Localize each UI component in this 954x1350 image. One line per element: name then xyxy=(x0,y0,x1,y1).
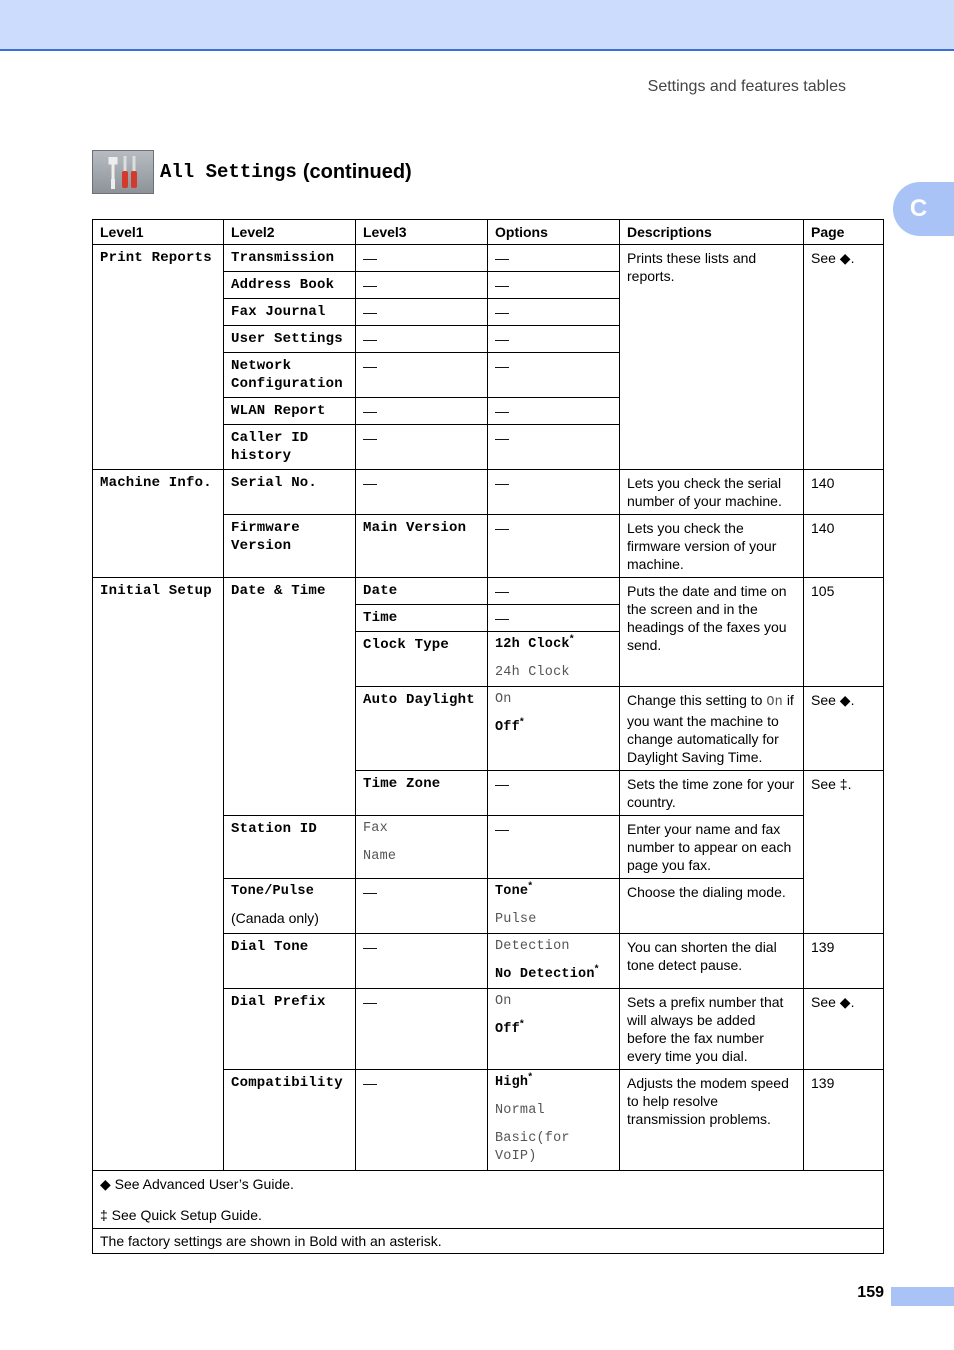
option-label: Off xyxy=(495,1022,520,1037)
page-cell: See ◆. xyxy=(804,687,884,771)
level2-cell: Transmission xyxy=(224,245,356,272)
footnote-row xyxy=(93,1229,884,1254)
option-default xyxy=(495,1018,612,1039)
options-cell xyxy=(488,989,620,1070)
options-cell: — xyxy=(488,272,620,299)
section-heading xyxy=(92,150,412,194)
level3-cell: — xyxy=(356,353,488,398)
level2-cell: Date & Time xyxy=(224,578,356,816)
level3-cell: — xyxy=(356,879,488,934)
level2-cell: Serial No. xyxy=(224,470,356,515)
level3-cell: Time Zone xyxy=(356,771,488,816)
options-cell: — xyxy=(488,771,620,816)
level2-label: Tone/Pulse xyxy=(231,884,315,899)
option-label: High xyxy=(495,1075,529,1090)
page-cell: See ◆. xyxy=(804,989,884,1070)
options-cell xyxy=(488,1070,620,1171)
legend-advanced-guide: ◆ See Advanced User’s Guide. xyxy=(100,1176,294,1192)
description-cell: Enter your name and fax number to appear on each page you fax. xyxy=(620,816,804,879)
options-cell: — xyxy=(488,470,620,515)
description-cell xyxy=(620,687,804,771)
options-cell: — xyxy=(488,353,620,398)
description-cell: Sets a prefix number that will always be added before the fax number every time you dial. xyxy=(620,989,804,1070)
level2-cell: Network Configuration xyxy=(224,353,356,398)
description-cell: Adjusts the modem speed to help resolve transmission problems. xyxy=(620,1070,804,1171)
level1-cell: Print Reports xyxy=(93,245,224,470)
option-default xyxy=(495,1071,612,1092)
option: Pulse xyxy=(495,912,537,927)
col-level3: Level3 xyxy=(356,220,488,245)
option-default xyxy=(495,716,612,737)
legend-quick-setup-guide: ‡ See Quick Setup Guide. xyxy=(100,1207,262,1223)
level3-cell: — xyxy=(356,989,488,1070)
col-level2: Level2 xyxy=(224,220,356,245)
level2-cell: Caller ID history xyxy=(224,425,356,470)
level3-cell xyxy=(356,816,488,879)
option-default xyxy=(495,963,612,984)
level2-cell: User Settings xyxy=(224,326,356,353)
level3-cell: Time xyxy=(356,605,488,632)
option: On xyxy=(495,994,512,1009)
page-marker-bar xyxy=(891,1287,954,1306)
description-text: if you want the machine to change automatically for Daylight Saving Time. xyxy=(627,692,794,765)
col-descriptions: Descriptions xyxy=(620,220,804,245)
description-cell: Prints these lists and reports. xyxy=(620,245,804,470)
level2-note: (Canada only) xyxy=(231,910,319,926)
table-header-row xyxy=(93,220,884,245)
level3-cell: — xyxy=(356,425,488,470)
options-cell: — xyxy=(488,816,620,879)
table-row xyxy=(93,470,884,515)
option: Basic(for VoIP) xyxy=(495,1131,570,1164)
options-cell: — xyxy=(488,515,620,578)
level3-cell: — xyxy=(356,299,488,326)
options-cell: — xyxy=(488,578,620,605)
level3-field: Name xyxy=(363,849,397,864)
col-level1: Level1 xyxy=(93,220,224,245)
level2-cell: WLAN Report xyxy=(224,398,356,425)
option: 24h Clock xyxy=(495,665,570,680)
description-cell: Sets the time zone for your country. xyxy=(620,771,804,816)
options-cell: — xyxy=(488,299,620,326)
description-cell: You can shorten the dial tone detect pause. xyxy=(620,934,804,989)
default-marker: * xyxy=(569,633,574,645)
legend-cell xyxy=(93,1171,884,1229)
page-cell: 140 xyxy=(804,470,884,515)
page-cell: 139 xyxy=(804,1070,884,1171)
default-marker: * xyxy=(528,1071,533,1083)
option-label: No Detection xyxy=(495,967,595,982)
heading-menu-name: All Settings xyxy=(160,161,297,183)
top-banner xyxy=(0,0,954,51)
option: On xyxy=(495,692,512,707)
description-setting: On xyxy=(766,695,783,710)
col-page: Page xyxy=(804,220,884,245)
table-row xyxy=(93,245,884,272)
description-cell: Lets you check the firmware version of your machine. xyxy=(620,515,804,578)
level3-cell: — xyxy=(356,398,488,425)
level3-cell: — xyxy=(356,470,488,515)
level3-cell: Main Version xyxy=(356,515,488,578)
options-cell: — xyxy=(488,245,620,272)
description-cell: Lets you check the serial number of your machine. xyxy=(620,470,804,515)
option: Normal xyxy=(495,1103,545,1118)
level1-cell: Machine Info. xyxy=(93,470,224,578)
option-label: 12h Clock xyxy=(495,637,570,652)
level1-cell: Initial Setup xyxy=(93,578,224,1171)
description-text: Change this setting to xyxy=(627,692,763,708)
level2-cell: Fax Journal xyxy=(224,299,356,326)
level3-cell: Auto Daylight xyxy=(356,687,488,771)
option-default xyxy=(495,633,612,654)
options-cell: — xyxy=(488,326,620,353)
level2-cell: Dial Prefix xyxy=(224,989,356,1070)
level2-cell: Station ID xyxy=(224,816,356,879)
options-cell xyxy=(488,687,620,771)
level2-cell: Firmware Version xyxy=(224,515,356,578)
options-cell: — xyxy=(488,605,620,632)
table-row xyxy=(93,578,884,605)
options-cell: — xyxy=(488,398,620,425)
options-cell xyxy=(488,879,620,934)
level3-cell: — xyxy=(356,934,488,989)
default-marker: * xyxy=(519,716,524,728)
chapter-tab: C xyxy=(893,182,954,236)
level3-field: Fax xyxy=(363,821,388,836)
default-marker: * xyxy=(519,1018,524,1030)
level2-cell: Address Book xyxy=(224,272,356,299)
options-cell: — xyxy=(488,425,620,470)
default-marker: * xyxy=(594,963,599,975)
option-default xyxy=(495,880,612,901)
page-cell: See ‡. xyxy=(804,771,884,934)
settings-table xyxy=(92,219,884,1254)
level3-cell: — xyxy=(356,326,488,353)
description-cell: Puts the date and time on the screen and in the headings of the faxes you send. xyxy=(620,578,804,687)
level2-cell xyxy=(224,879,356,934)
level2-cell: Compatibility xyxy=(224,1070,356,1171)
page-cell: See ◆. xyxy=(804,245,884,470)
option: Detection xyxy=(495,939,570,954)
options-cell xyxy=(488,632,620,687)
option-label: Off xyxy=(495,720,520,735)
level3-cell: — xyxy=(356,272,488,299)
col-options: Options xyxy=(488,220,620,245)
level3-cell: — xyxy=(356,1070,488,1171)
level3-cell: — xyxy=(356,245,488,272)
tools-icon xyxy=(92,150,154,194)
factory-note: The factory settings are shown in Bold with an asterisk. xyxy=(93,1229,884,1254)
page-cell: 105 xyxy=(804,578,884,687)
level3-cell: Clock Type xyxy=(356,632,488,687)
page-cell: 139 xyxy=(804,934,884,989)
description-cell: Choose the dialing mode. xyxy=(620,879,804,934)
level3-cell: Date xyxy=(356,578,488,605)
level2-cell: Dial Tone xyxy=(224,934,356,989)
option-label: Tone xyxy=(495,884,529,899)
default-marker: * xyxy=(528,880,533,892)
legend-row xyxy=(93,1171,884,1229)
page-number: 159 xyxy=(857,1284,884,1301)
heading-suffix: (continued) xyxy=(302,160,412,183)
options-cell xyxy=(488,934,620,989)
page-cell: 140 xyxy=(804,515,884,578)
running-header: Settings and features tables xyxy=(647,78,846,95)
